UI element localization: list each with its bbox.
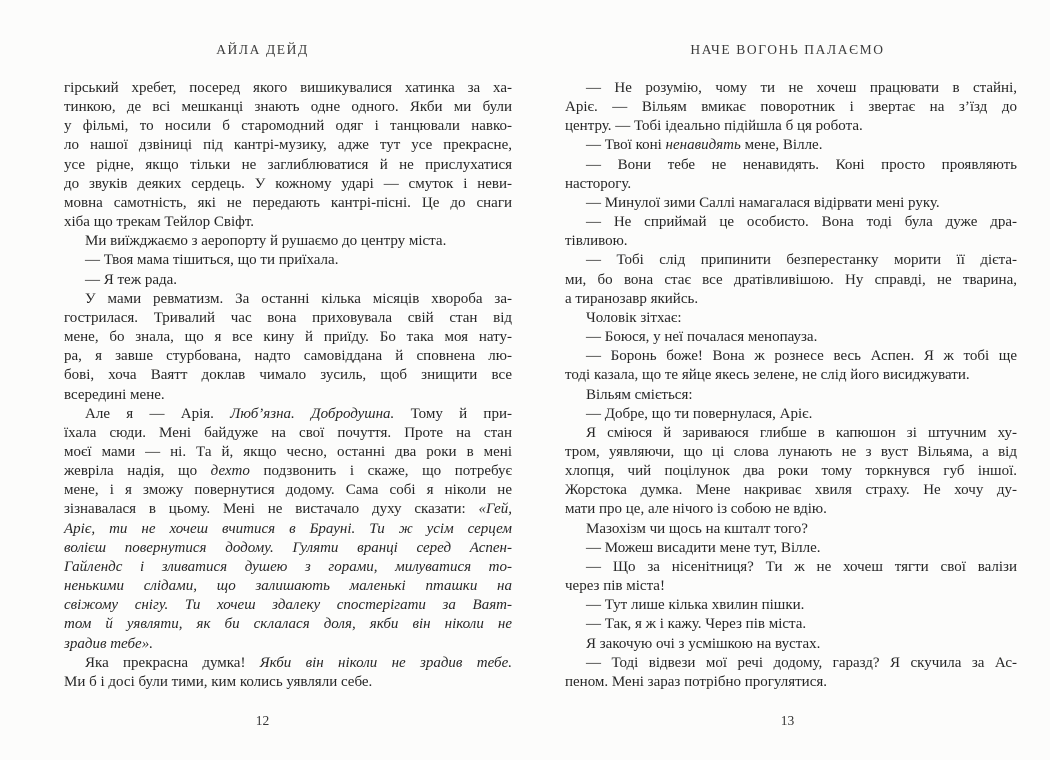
text-line [565,654,1017,673]
text-run: — Боюся, у неї почалася менопауза. [586,329,818,346]
text-line [565,271,1017,290]
text-run: тром, уявляючи, що ці слова лунають не з вуст Вільяма, а від [565,443,1017,460]
text-line [64,615,512,634]
text-run: ло нашої дзвіниці під кантрі-музику, адже тут усе прекрасне, [64,137,512,154]
text-run: тоді казала, що те яйце якесь зелене, не слід його висиджувати. [565,367,970,384]
italic-text-run: ненькими слідами, що залишають маленькі пташки на [64,578,512,595]
text-run: у фільмі, то носили б старомодний одяг і танцювали навко- [64,118,512,135]
text-line [64,520,512,539]
text-line [565,232,1017,251]
text-run: — Тут лише кілька хвилин пішки. [586,597,805,614]
text-run: до звуків деяких сердець. У кожному ударі — смуток і неви- [64,175,512,192]
text-line [64,271,512,290]
text-line [565,213,1017,232]
text-line [64,347,512,366]
text-line [565,194,1017,213]
text-run: — Так, я ж і кажу. Через пів міста. [586,616,807,633]
text-run: Ми б і досі були тими, ким колись уявляли себе. [64,673,373,690]
text-run: хлопця, чий поцілунок два роки тому торкнувся губ іншої. [565,463,1017,480]
text-run: Але я — Арія. [85,405,231,422]
running-header: АЙЛА ДЕЙД [216,42,309,57]
text-line [565,500,1017,519]
text-line [64,424,512,443]
text-line [565,539,1017,558]
text-line [565,386,1017,405]
text-line [64,405,512,424]
text-line [565,596,1017,615]
text-run: Я сміюся й зариваюся глибше в капюшон зі штучним ху- [586,424,1017,441]
text-run: Тому й при- [394,405,512,422]
italic-text-run: том й уявляти, як би склалася доля, якби він ніколи не [64,616,512,633]
text-line [64,577,512,596]
text-line [64,79,512,98]
italic-text-run: Люб’язна. Добродушна. [230,405,395,422]
text-run: моєї мами — ні. Та й, якщо чесно, останні два роки в мені [64,443,512,460]
text-run: гострилася. Тривалий час вона приховувала свій стан від [64,309,512,326]
text-line [64,366,512,385]
text-run: мати про це, але нічого із собою не вдію. [565,501,827,518]
text-run: хіба що трекам Тейлор Свіфт. [64,214,255,231]
text-line [64,251,512,270]
italic-text-run: свіжому снігу. Ти хочеш здалеку спостерігати за Ваят- [64,597,512,614]
page-number: 13 [780,713,795,728]
text-line [64,635,512,654]
text-line [64,481,512,500]
text-line [565,366,1017,385]
text-line [565,117,1017,136]
italic-text-run: дехто [210,463,250,480]
text-line [64,500,512,519]
text-line [565,156,1017,175]
text-run: Яка прекрасна думка! [85,654,260,671]
text-run: — Добре, що ти повернулася, Аріє. [586,405,813,422]
text-run: мене, бо знала, що я все кину й приїду. Бо така моя нату- [64,329,512,346]
italic-text-run: «Гей, [478,501,512,518]
text-line [64,539,512,558]
text-line [565,79,1017,98]
text-line [565,405,1017,424]
text-run: Жорстока думка. Мене накриває хвиля страху. Не хочу ду- [565,482,1017,499]
text-run: жевріла надія, що [64,463,211,480]
text-run: — Вони тебе не ненавидять. Коні просто проявляють [586,156,1017,173]
text-line [565,462,1017,481]
text-line [565,175,1017,194]
text-run: мене, і я зможу повернутися додому. Сама собі я ніколи не [64,482,512,499]
text-line [565,251,1017,270]
text-run: — Тоді відвези мої речі додому, гаразд? Я скучила за Ас- [586,654,1017,671]
text-line [64,654,512,673]
text-line [64,290,512,309]
text-run: ра, я завше стурбована, надто самовіддана й сповнена лю- [64,348,512,365]
text-line [64,596,512,615]
text-run: бові, хоча Ваятт доклав чимало зусиль, щоб знищити все [64,367,512,384]
text-line [565,673,1017,692]
text-line [64,328,512,347]
text-run: тинкою, де всі мешканці знають одне одного. Якби ми були [64,99,512,116]
italic-text-run: Гайлендс і зливатися душею з горами, милуватися то- [64,558,512,575]
text-line [64,194,512,213]
text-line [565,424,1017,443]
text-run: мовна самотність, які не передають кантрі-пісні. Це до снаги [64,194,512,211]
text-run: центру. — Тобі ідеально підійшла б ця робота. [565,118,863,135]
text-run: всередині мене. [64,386,165,403]
text-run: Мазохізм чи щось на кшталт того? [586,520,808,537]
text-run: їхала сюди. Мені байдуже на свої почуття. Проте на стан [64,424,512,441]
text-run: пеном. Мені зараз потрібно прогулятися. [565,673,828,690]
text-line [565,481,1017,500]
text-run: Чоловік зітхає: [586,309,682,326]
italic-text-run: Аріє, ти не хочеш вчитися в Брауні. Ти ж усім серцем [64,520,512,537]
text-run: Аріє. — Вільям вмикає поворотник і звертає на з’їзд до [565,99,1017,116]
text-line [64,136,512,155]
text-run: — Не сприймай це особисто. Вона тоді була дуже дра- [586,214,1017,231]
text-line [64,213,512,232]
text-run: через пів міста! [565,578,665,595]
text-line [565,577,1017,596]
text-run: — Тобі слід припинити безперестанку морити її дієта- [586,252,1017,269]
text-line [565,443,1017,462]
text-run: зізнавалася в цьому. Мені не вистачало духу сказати: [64,501,479,518]
text-run: — Минулої зими Саллі намагалася відірвати мені руку. [586,194,940,211]
text-run: подзвонить і скаже, що потребує [249,463,512,480]
text-run: — Твої коні [586,137,666,154]
text-line [565,347,1017,366]
text-run: — Що за нісенітниця? Ти ж не хочеш тягти свої валізи [586,558,1017,575]
text-line [64,462,512,481]
text-line [64,558,512,577]
text-line [565,309,1017,328]
text-run: — Не розумію, чому ти не хочеш працювати в стайні, [586,80,1017,96]
text-run: Вільям сміється: [586,386,693,403]
text-line [565,558,1017,577]
text-line [64,156,512,175]
text-run: — Боронь боже! Вона ж рознесе весь Аспен. Я ж тобі ще [586,348,1017,365]
text-line [64,386,512,405]
page-text-body [565,79,1017,692]
text-run: — Можеш висадити мене тут, Вілле. [586,539,821,556]
text-run: ми, бо вона стає все дратівливішою. Ну справді, не тварина, [565,271,1017,288]
italic-text-run: волієш повернутися додому. Гуляти вранці серед Аспен- [64,539,512,556]
text-run: мене, Вілле. [740,137,823,154]
text-run: насторогу. [565,175,632,192]
text-line [64,443,512,462]
text-run: У мами ревматизм. За останні кілька місяців хвороба за- [85,290,512,307]
text-line [64,673,512,692]
italic-text-run: зрадив тебе». [64,635,153,652]
page-number: 12 [255,713,270,728]
page-text-body [64,79,512,692]
text-line [565,635,1017,654]
text-run: усе рідне, якщо тільки не заглиблюватися й не прислухатися [64,156,512,173]
text-line [565,98,1017,117]
text-run: — Твоя мама тішиться, що ти приїхала. [85,252,339,269]
text-line [64,232,512,251]
text-run: гірський хребет, посеред якого вишикувалися хатинка за ха- [64,80,512,96]
running-header: НАЧЕ ВОГОНЬ ПАЛАЄМО [690,42,885,57]
text-run: а тиранозавр якийсь. [565,290,699,307]
text-line [565,615,1017,634]
text-run: Ми виїжджаємо з аеропорту й рушаємо до центру міста. [85,233,447,250]
text-run: — Я теж рада. [85,271,178,288]
text-line [565,136,1017,155]
text-line [565,328,1017,347]
text-run: тівливою. [565,233,628,250]
italic-text-run: Якби він ніколи не зрадив тебе. [259,654,512,671]
text-line [64,309,512,328]
text-line [64,117,512,136]
text-line [565,290,1017,309]
text-line [64,98,512,117]
italic-text-run: ненавидять [665,137,741,154]
text-line [64,175,512,194]
book-page-right [525,0,1050,760]
text-line [565,520,1017,539]
text-run: Я закочую очі з усмішкою на вустах. [586,635,821,652]
